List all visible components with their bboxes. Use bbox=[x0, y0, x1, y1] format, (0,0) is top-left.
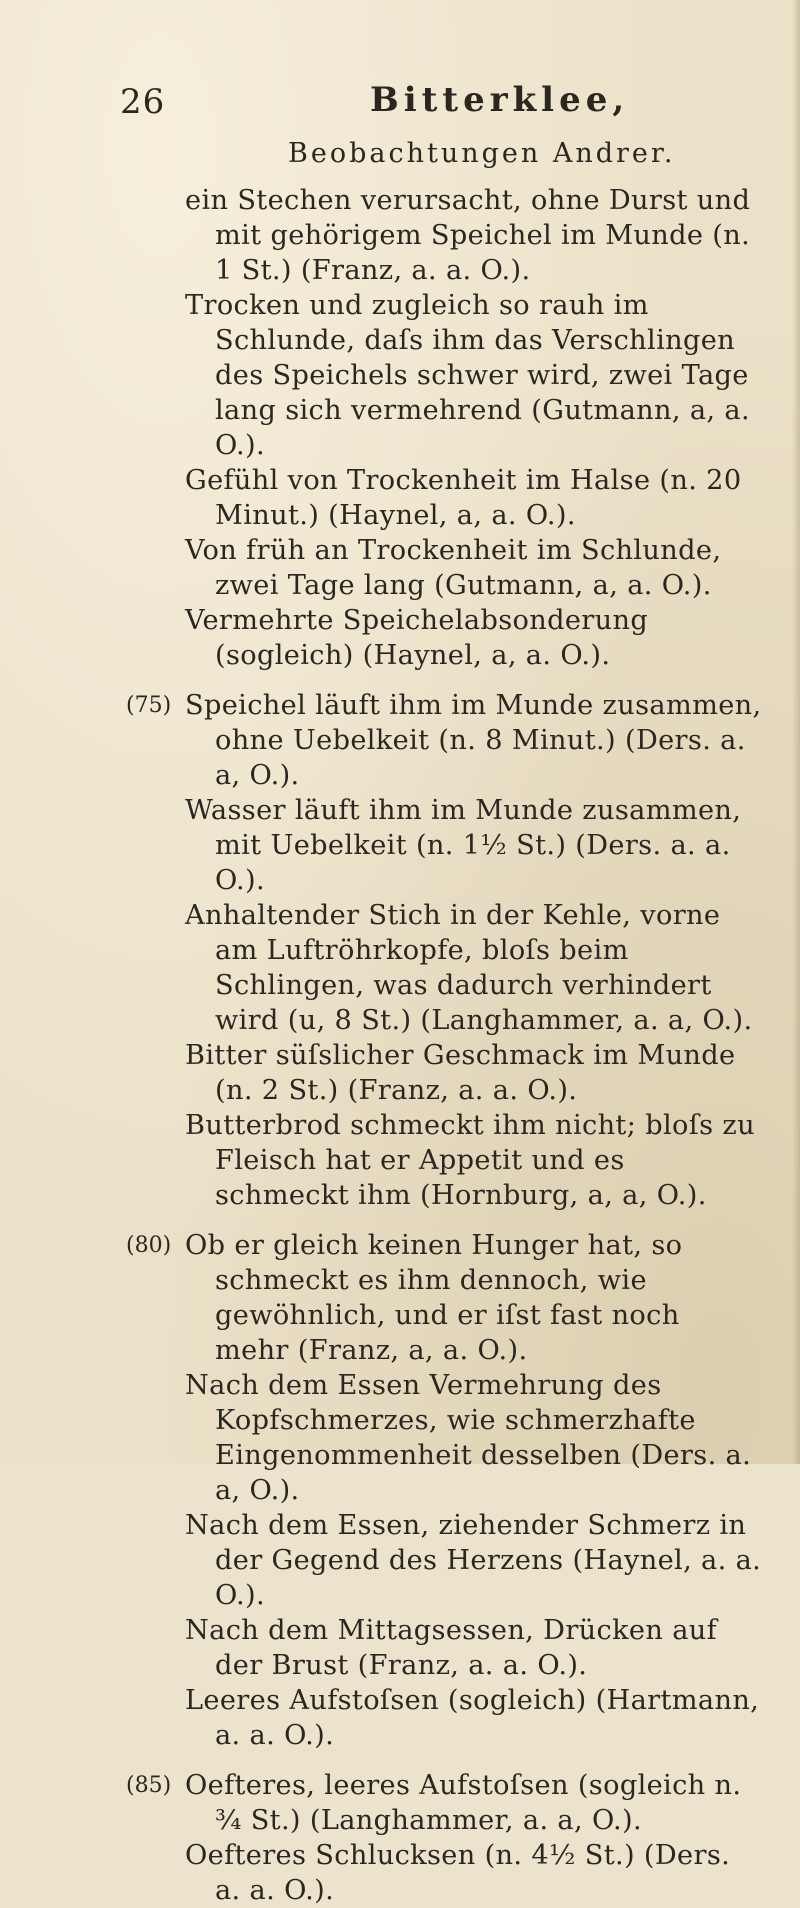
symptom-text: Leeres Aufstoſsen (sogleich) (Hartmann, a. a. O.). bbox=[185, 1685, 760, 1751]
symptom-entry bbox=[0, 288, 800, 463]
section-title: Beobachtungen Andrer. bbox=[288, 138, 676, 169]
symptom-entry bbox=[0, 1508, 800, 1613]
symptom-text: Vermehrte Speichelabsonderung (sogleich) (Haynel, a, a. O.). bbox=[185, 605, 649, 671]
running-head: Bitterklee, bbox=[370, 80, 630, 120]
symptom-text: Trocken und zugleich so rauh im Schlunde, daſs ihm das Verschlingen des Speichels schwer wird, zwei Tage lang sich vermehrend (Gutmann, a, a. O.). bbox=[185, 290, 750, 461]
symptom-entry bbox=[0, 1038, 800, 1108]
symptom-text: Anhaltender Stich in der Kehle, vorne am Luftröhrkopfe, bloſs beim Schlingen, was dadurch verhindert wird (u, 8 St.) (Langhammer, a. a, O.). bbox=[185, 900, 753, 1036]
symptom-list bbox=[0, 183, 800, 1908]
symptom-entry bbox=[0, 1838, 800, 1908]
symptom-entry bbox=[0, 1108, 800, 1213]
symptom-text: Nach dem Essen Vermehrung des Kopfschmerzes, wie schmerzhafte Eingenommenheit desselben (Ders. a. a, O.). bbox=[185, 1370, 752, 1506]
symptom-entry bbox=[0, 1683, 800, 1753]
symptom-text: Nach dem Mittagsessen, Drücken auf der Brust (Franz, a. a. O.). bbox=[185, 1615, 718, 1681]
section-spacer bbox=[0, 1213, 800, 1228]
entry-number-marker: (85) bbox=[126, 1773, 172, 1798]
symptom-entry bbox=[0, 898, 800, 1038]
entry-number-marker: (80) bbox=[126, 1233, 172, 1258]
symptom-entry bbox=[0, 688, 800, 793]
symptom-entry bbox=[0, 1768, 800, 1838]
symptom-text: Gefühl von Trockenheit im Halse (n. 20 Minut.) (Haynel, a, a. O.). bbox=[185, 465, 742, 531]
symptom-text: Ob er gleich keinen Hunger hat, so schmeckt es ihm dennoch, wie gewöhnlich, und er iſst fast noch mehr (Franz, a, a. O.). bbox=[185, 1230, 683, 1366]
symptom-text: Wasser läuft ihm im Munde zusammen, mit Uebelkeit (n. 1½ St.) (Ders. a. a. O.). bbox=[185, 795, 742, 896]
symptom-entry bbox=[0, 1228, 800, 1368]
section-spacer bbox=[0, 1753, 800, 1768]
symptom-entry bbox=[0, 1368, 800, 1508]
symptom-text: Oefteres, leeres Aufstoſsen (sogleich n. ¾ St.) (Langhammer, a. a, O.). bbox=[185, 1770, 742, 1836]
symptom-text: Speichel läuft ihm im Munde zusammen, ohne Uebelkeit (n. 8 Minut.) (Ders. a. a, O.). bbox=[185, 690, 762, 791]
page-number: 26 bbox=[120, 82, 166, 122]
symptom-entry bbox=[0, 183, 800, 288]
symptom-text: Oefteres Schlucksen (n. 4½ St.) (Ders. a. a. O.). bbox=[185, 1840, 731, 1906]
symptom-entry bbox=[0, 793, 800, 898]
symptom-text: Butterbrod schmeckt ihm nicht; bloſs zu Fleisch hat er Appetit und es schmeckt ihm (Hornburg, a, a, O.). bbox=[185, 1110, 755, 1211]
symptom-text: Nach dem Essen, ziehender Schmerz in der Gegend des Herzens (Haynel, a. a. O.). bbox=[185, 1510, 762, 1611]
symptom-text: ein Stechen verursacht, ohne Durst und mit gehörigem Speichel im Munde (n. 1 St.) (Franz, a. a. O.). bbox=[185, 185, 751, 286]
symptom-entry bbox=[0, 463, 800, 533]
entry-number-marker: (75) bbox=[126, 693, 172, 718]
symptom-text: Bitter süſslicher Geschmack im Munde (n. 2 St.) (Franz, a. a. O.). bbox=[185, 1040, 736, 1106]
symptom-entry bbox=[0, 1613, 800, 1683]
section-spacer bbox=[0, 673, 800, 688]
symptom-text: Von früh an Trockenheit im Schlunde, zwei Tage lang (Gutmann, a, a. O.). bbox=[185, 535, 722, 601]
symptom-entry bbox=[0, 603, 800, 673]
symptom-entry bbox=[0, 533, 800, 603]
